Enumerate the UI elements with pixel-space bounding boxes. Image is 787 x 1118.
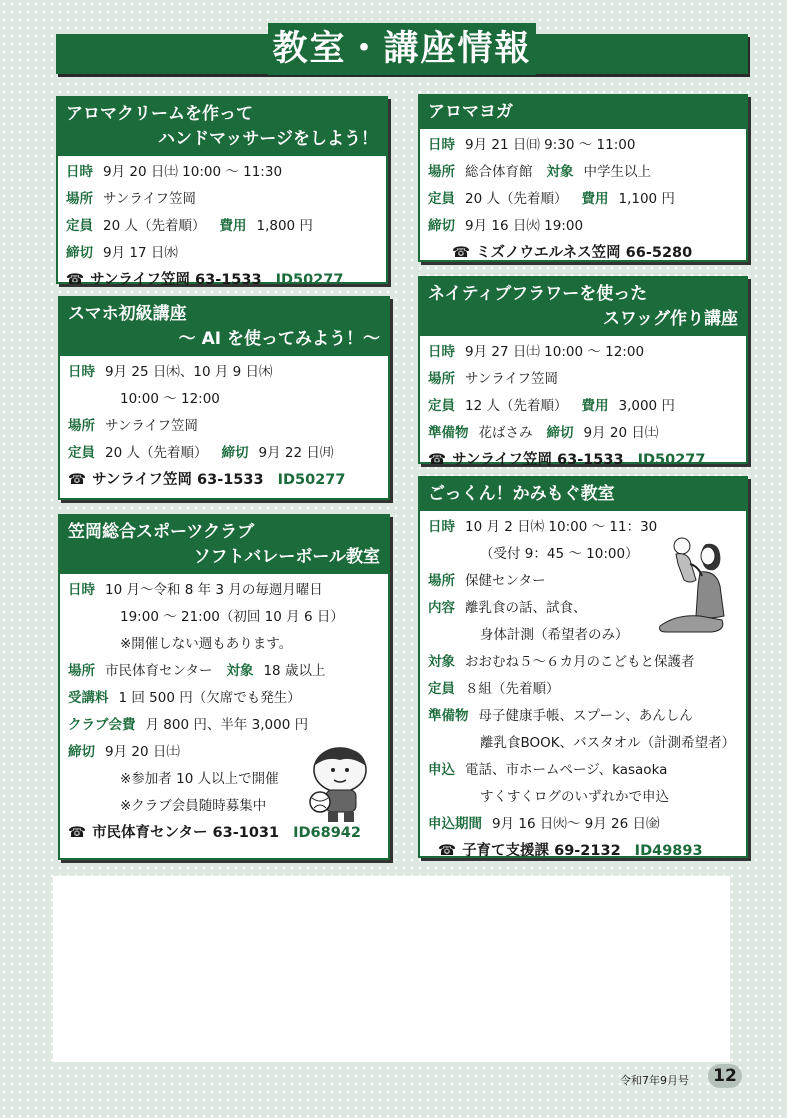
detail-row [68,712,380,739]
detail-row [68,631,380,658]
detail-value: ８組（先着順） [465,681,560,697]
detail-value: 花ばさみ [478,425,533,441]
detail-value: 1,100 円 [618,191,675,207]
detail-label: 受講料 [68,690,109,706]
detail-row [68,577,380,604]
card-title [60,298,388,356]
detail-value: 1,800 円 [256,218,313,234]
detail-label: 締切 [428,218,455,234]
detail-row [68,386,380,413]
detail-label: 場所 [428,164,455,180]
detail-label: 日時 [428,137,455,153]
detail-label: 準備物 [428,708,469,724]
detail-row [428,339,738,366]
detail-value: 月 800 円、半年 3,000 円 [145,717,309,733]
card-title [60,516,388,574]
detail-row [428,649,738,676]
detail-row [68,359,380,386]
card-details [420,336,746,474]
detail-value: サンライフ笠岡 [103,191,197,207]
detail-label: 定員 [66,218,93,234]
detail-value: 19:00 ～ 21:00（初回 10 月 6 日） [120,609,344,625]
telephone-icon: ☎ [68,472,87,488]
detail-label: 場所 [68,663,95,679]
detail-row [428,213,738,240]
card-aroma-yoga [418,94,748,262]
detail-value: 9月 20 日㈯ [583,425,659,441]
card-title [420,478,746,511]
detail-row [428,757,738,784]
detail-label: 内容 [428,600,455,616]
detail-row [428,186,738,213]
detail-label: 申込 [428,762,455,778]
card-title-line1: 笠岡総合スポーツクラブ [68,522,255,542]
detail-row [428,676,738,703]
detail-row [428,784,738,811]
detail-value: 9月 25 日㈭、10 月 9 日㈭ [105,364,273,380]
contact-phone: サンライフ笠岡 63-1533 [90,272,262,288]
detail-value: 10 月 2 日㈭ 10:00 ～ 11：30 [465,519,658,535]
detail-value: 9月 21 日㈰ 9:30 ～ 11:00 [465,137,636,153]
detail-row [68,604,380,631]
detail-value: 母子健康手帳、スプーン、あんしん [478,708,693,724]
detail-value: （受付 9：45 ～ 10:00） [480,546,639,562]
detail-label: 締切 [221,445,249,461]
detail-value: 9月 16 日㈫ 19:00 [465,218,584,234]
detail-row [66,240,378,267]
detail-value: 電話、市ホームページ、kasaoka [465,762,668,778]
detail-row [428,159,738,186]
detail-value: 20 人（先着順） [103,218,206,234]
contact-line [68,467,380,494]
detail-value: 18 歳以上 [263,663,326,679]
detail-value: 3,000 円 [618,398,675,414]
detail-value: おおむね５～６カ月のこどもと保護者 [465,654,695,670]
detail-row [428,730,738,757]
detail-label: 費用 [581,191,609,207]
detail-row [428,366,738,393]
card-title [420,278,746,336]
telephone-icon: ☎ [438,843,457,859]
detail-row [428,420,738,447]
detail-label: 締切 [66,245,93,261]
card-title-line2: スワッグ作り講座 [602,309,738,329]
issue-date: 令和7年9月号 [620,1074,689,1087]
detail-value: 離乳食の話、試食、 [465,600,587,616]
contact-line [428,240,738,267]
contact-phone: 市民体育センター 63-1031 [92,825,280,841]
contact-line [66,267,378,294]
card-aroma-cream [56,96,388,288]
contact-id: ID50277 [637,452,706,468]
detail-row [68,685,380,712]
detail-row [428,811,738,838]
detail-value: 20 人（先着順） [465,191,568,207]
telephone-icon: ☎ [66,272,85,288]
detail-value: 12 人（先着順） [465,398,568,414]
card-title-line1: ネイティブフラワーを使った [428,284,648,304]
contact-phone: ミズノウエルネス笠岡 66-5280 [476,245,693,261]
detail-label: 定員 [428,398,455,414]
telephone-icon: ☎ [68,825,87,841]
detail-value: 9月 20 日㈯ 10:00 ～ 11:30 [103,164,283,180]
card-title-line2: ～ AI を使ってみよう！～ [178,329,380,349]
blank-space [53,876,730,1062]
contact-phone: サンライフ笠岡 63-1533 [452,452,624,468]
detail-label: 準備物 [428,425,469,441]
detail-label: 申込期間 [428,816,482,832]
card-title-line2: ソフトバレーボール教室 [193,547,380,567]
contact-line [68,820,380,847]
detail-value: 10:00 ～ 12:00 [120,391,220,407]
detail-value: 総合体育館 [465,164,533,180]
detail-value: 9月 16 日㈫～ 9月 26 日㈮ [492,816,660,832]
card-title-line1: スマホ初級講座 [68,304,187,324]
card-details [58,156,386,294]
detail-value: 中学生以上 [583,164,651,180]
detail-label: 場所 [68,418,95,434]
detail-label: 日時 [68,582,95,598]
detail-label: 費用 [219,218,247,234]
card-details [420,129,746,267]
card-title [58,98,386,156]
detail-row [66,186,378,213]
detail-label: 対象 [428,654,455,670]
card-gokkun-kamimogu [418,476,748,858]
detail-label: 対象 [226,663,254,679]
contact-id: ID50277 [275,272,344,288]
detail-value: 9月 17 日㈬ [103,245,178,261]
detail-value: ※参加者 10 人以上で開催 [120,771,279,787]
detail-value: 9月 22 日㈪ [258,445,334,461]
contact-phone: サンライフ笠岡 63-1533 [92,472,264,488]
detail-label: 日時 [68,364,95,380]
detail-label: 日時 [428,344,455,360]
detail-value: すくすくログのいずれかで申込 [480,789,669,805]
detail-row [66,159,378,186]
volleyball-kid-illustration [300,744,378,824]
detail-value: 1 回 500 円（欠席でも発生） [118,690,301,706]
contact-line [428,838,738,865]
card-smartphone-course [58,296,390,500]
detail-value: 保健センター [465,573,546,589]
card-title [420,96,746,129]
detail-row [428,132,738,159]
contact-line [428,447,738,474]
page-title: 教室・講座情報 [268,20,536,75]
contact-id: ID68942 [293,825,361,841]
detail-label: 場所 [66,191,93,207]
card-title-line1: ごっくん！かみもぐ教室 [428,484,615,504]
detail-value: 9月 20 日㈯ [105,744,180,760]
detail-label: 場所 [428,371,455,387]
detail-label: 対象 [546,164,574,180]
detail-label: 費用 [581,398,609,414]
detail-row [428,703,738,730]
detail-label: クラブ会費 [68,717,136,733]
detail-value: 離乳食BOOK、バスタオル（計測希望者） [480,735,736,751]
card-title-line1: アロマヨガ [428,102,513,122]
detail-value: 10 月～令和 8 年 3 月の毎週月曜日 [105,582,323,598]
detail-value: ※開催しない週もあります。 [120,636,293,652]
card-details [60,356,388,494]
detail-label: 日時 [66,164,93,180]
detail-label: 場所 [428,573,455,589]
telephone-icon: ☎ [428,452,447,468]
detail-label: 定員 [68,445,95,461]
card-title-line2: ハンドマッサージをしよう！ [158,129,378,149]
detail-label: 締切 [546,425,574,441]
detail-row [66,213,378,240]
detail-value: サンライフ笠岡 [105,418,199,434]
detail-label: 定員 [428,681,455,697]
card-title-line1: アロマクリームを作って [66,104,253,124]
contact-phone: 子育て支援課 69-2132 [462,843,621,859]
detail-label: 締切 [68,744,95,760]
detail-row [68,440,380,467]
detail-value: 身体計測（希望者のみ） [480,627,629,643]
detail-value: 20 人（先着順） [105,445,208,461]
detail-value: 市民体育センター [105,663,213,679]
detail-value: ※クラブ会員随時募集中 [120,798,267,814]
detail-row [428,393,738,420]
detail-value: サンライフ笠岡 [465,371,559,387]
contact-id: ID49893 [634,843,703,859]
telephone-icon: ☎ [452,245,471,261]
card-swag-workshop [418,276,748,468]
detail-value: 9月 27 日㈯ 10:00 ～ 12:00 [465,344,645,360]
contact-id: ID50277 [277,472,346,488]
detail-label: 定員 [428,191,455,207]
detail-row [68,413,380,440]
detail-label: 日時 [428,519,455,535]
detail-row [68,658,380,685]
mother-baby-illustration [656,536,732,636]
page-number: 12 [708,1064,742,1088]
